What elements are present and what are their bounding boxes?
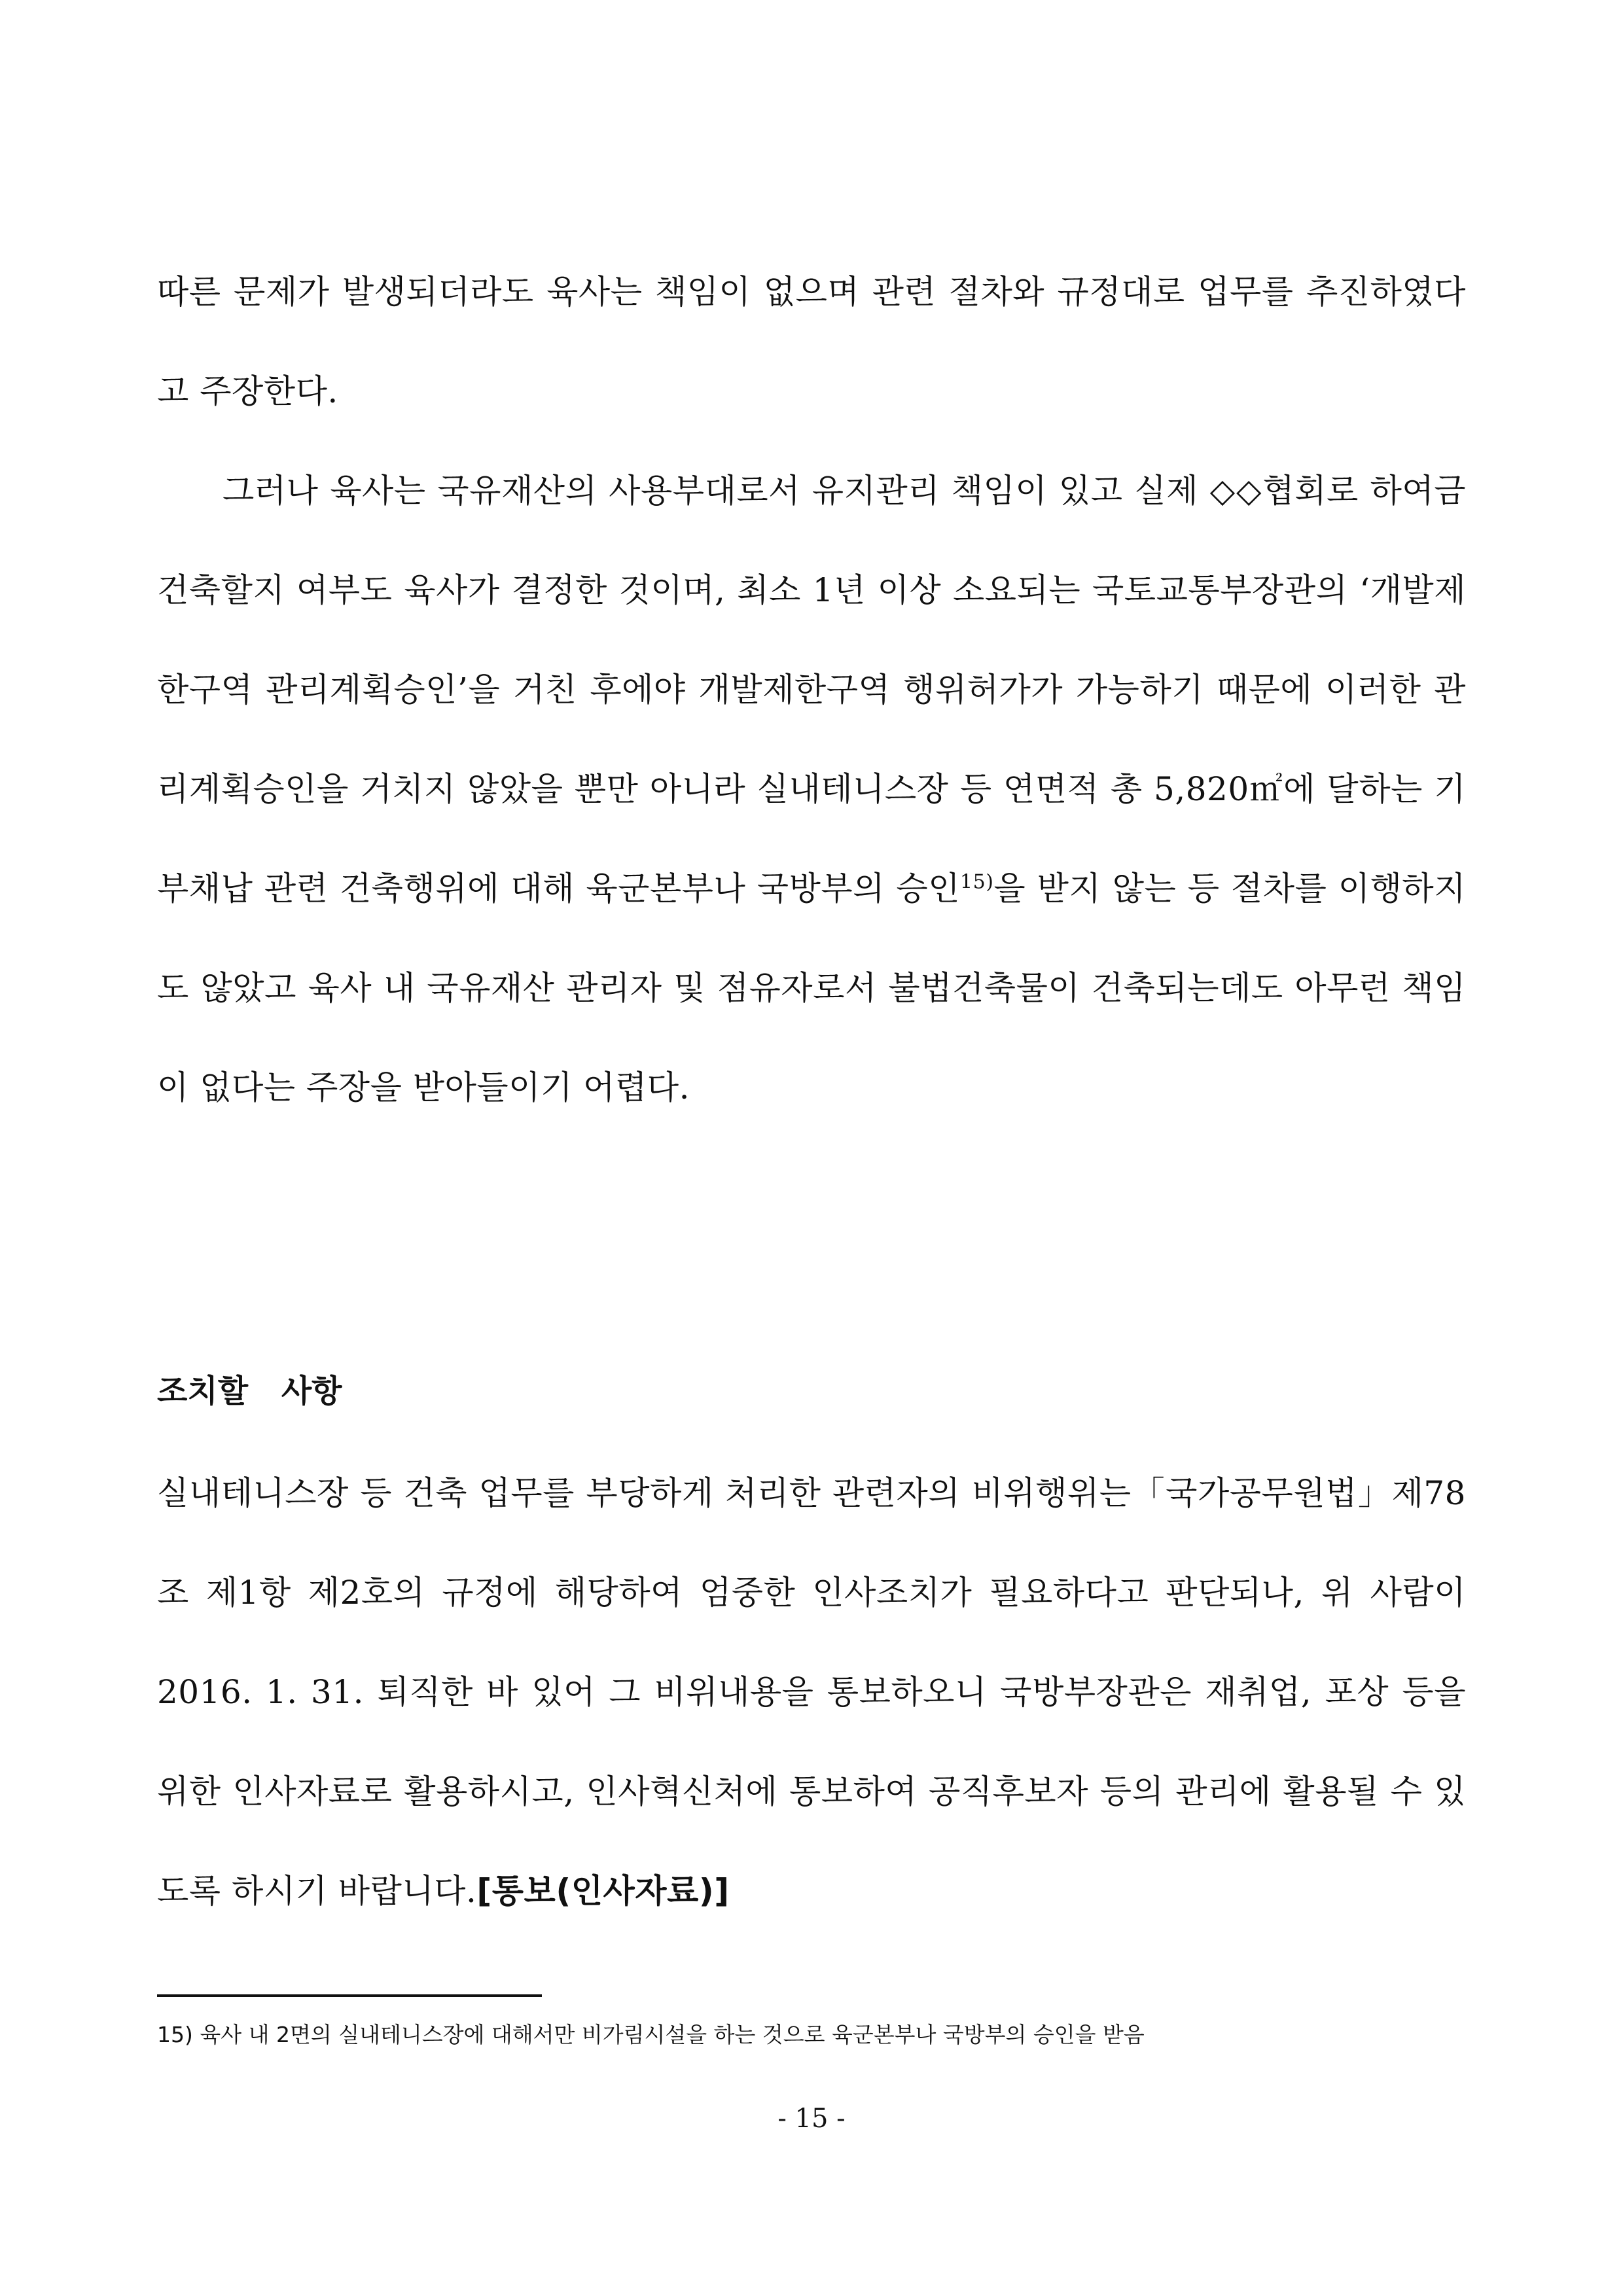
footnote-divider xyxy=(157,1994,542,1997)
disposition-label: [통보(인사자료)] xyxy=(476,1872,730,1910)
section-heading: 조치할 사항 xyxy=(157,1373,342,1409)
footnote-reference[interactable]: 15) xyxy=(960,870,994,894)
body-paragraph-2 xyxy=(157,441,1466,1137)
body-paragraph-2-text-b: 을 받지 않는 등 절차를 이행하지도 않았고 육사 내 국유재산 관리자 및 점유자로서 불법건축물이 건축되는데도 아무런 책임이 없다는 주장을 받아들이기 어렵다. xyxy=(157,870,1467,1106)
body-paragraph-1-text: 따른 문제가 발생되더라도 육사는 책임이 없으며 관련 절차와 규정대로 업무를 추진하였다고 주장한다. xyxy=(157,273,1466,410)
body-paragraph-2-text-a: 그러나 육사는 국유재산의 사용부대로서 유지관리 책임이 있고 실제 ◇◇협회로 하여금 건축할지 여부도 육사가 결정한 것이며, 최소 1년 이상 소요되는 국토교통부장관의 ‘개발제한구역 관리계획승인’을 거친 후에야 개발제한구역 행위허가가 가능하기 때문에 이러한 관리계획승인을 거치지 않았을 뿐만 아니라 실내테니스장 등 연면적 총 5,820㎡에 달하는 기부채납 관련 건축행위에 대해 육군본부나 국방부의 승인 xyxy=(157,472,1466,908)
action-paragraph xyxy=(157,1443,1466,1941)
footnote: 15) 육사 내 2면의 실내테니스장에 대해서만 비가림시설을 하는 것으로 육군본부나 국방부의 승인을 받음 xyxy=(157,2022,1145,2047)
action-paragraph-text: 실내테니스장 등 건축 업무를 부당하게 처리한 관련자의 비위행위는「국가공무원법」제78조 제1항 제2호의 규정에 해당하여 엄중한 인사조치가 필요하다고 판단되나, 위 사람이 2016. 1. 31. 퇴직한 바 있어 그 비위내용을 통보하오니 국방부장관은 재취업, 포상 등을 위한 인사자료로 활용하시고, 인사혁신처에 통보하여 공직후보자 등의 관리에 활용될 수 있도록 하시기 바랍니다. xyxy=(157,1474,1466,1910)
page-number: - 15 - xyxy=(777,2104,846,2134)
body-paragraph-1 xyxy=(157,242,1466,441)
